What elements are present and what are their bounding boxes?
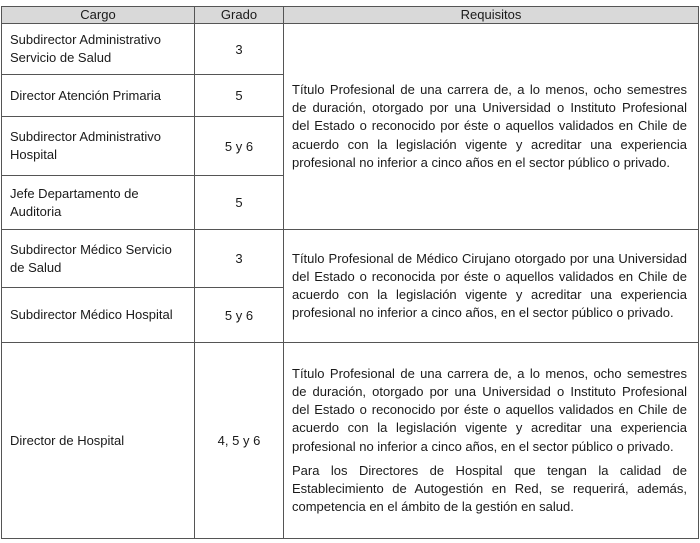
requisitos-hospital-text: Título Profesional de una carrera de, a lo menos, ocho semestres de duración, otorgado por una Universidad o Instituto Profesional del Estado o reconocido por éste o aquellos validados en Chile de acuerdo con la legislación vigente y acreditar una experiencia profesional no inferior a cinco años, en el sector público o privado. bbox=[292, 365, 687, 454]
table-row bbox=[2, 24, 699, 75]
requirements-table bbox=[1, 6, 699, 539]
header-cargo: Cargo bbox=[2, 7, 195, 24]
cell-requisitos-general bbox=[284, 24, 699, 230]
cell-grado: 5 y 6 bbox=[195, 117, 284, 176]
cell-grado: 3 bbox=[195, 24, 284, 75]
cell-cargo: Subdirector Administrativo Hospital bbox=[2, 117, 195, 176]
cell-cargo: Subdirector Administrativo Servicio de Salud bbox=[2, 24, 195, 75]
table-header-row bbox=[2, 7, 699, 24]
table-row bbox=[2, 230, 699, 288]
cell-grado: 5 bbox=[195, 75, 284, 117]
cell-cargo: Jefe Departamento de Auditoria bbox=[2, 176, 195, 230]
table-row bbox=[2, 343, 699, 539]
cell-requisitos-medico bbox=[284, 230, 699, 343]
cell-cargo: Subdirector Médico Servicio de Salud bbox=[2, 230, 195, 288]
cell-grado: 3 bbox=[195, 230, 284, 288]
cell-cargo: Subdirector Médico Hospital bbox=[2, 288, 195, 343]
requisitos-medico-text: Título Profesional de Médico Cirujano otorgado por una Universidad del Estado o reconocida por éste o aquellos validados en Chile de acuerdo con la legislación vigente y acreditar una experiencia profesional no inferior a cinco años, en el sector público o privado. bbox=[292, 250, 687, 321]
requisitos-general-text: Título Profesional de una carrera de, a lo menos, ocho semestres de duración, otorgado por una Universidad o Instituto Profesional del Estado o reconocido por éste o aquellos validados en Chile de acuerdo con la legislación vigente y acreditar una experiencia profesional no inferior a cinco años en el sector público o privado. bbox=[292, 81, 687, 170]
cell-cargo: Director de Hospital bbox=[2, 343, 195, 539]
header-grado: Grado bbox=[195, 7, 284, 24]
header-requisitos: Requisitos bbox=[284, 7, 699, 24]
cell-requisitos-hospital bbox=[284, 343, 699, 539]
cell-grado: 5 bbox=[195, 176, 284, 230]
requisitos-hospital-extra-text: Para los Directores de Hospital que tengan la calidad de Establecimiento de Autogestión en Red, se requerirá, además, competencia en el ámbito de la gestión en salud. bbox=[292, 462, 687, 515]
cell-grado: 5 y 6 bbox=[195, 288, 284, 343]
cell-cargo: Director Atención Primaria bbox=[2, 75, 195, 117]
cell-grado: 4, 5 y 6 bbox=[195, 343, 284, 539]
